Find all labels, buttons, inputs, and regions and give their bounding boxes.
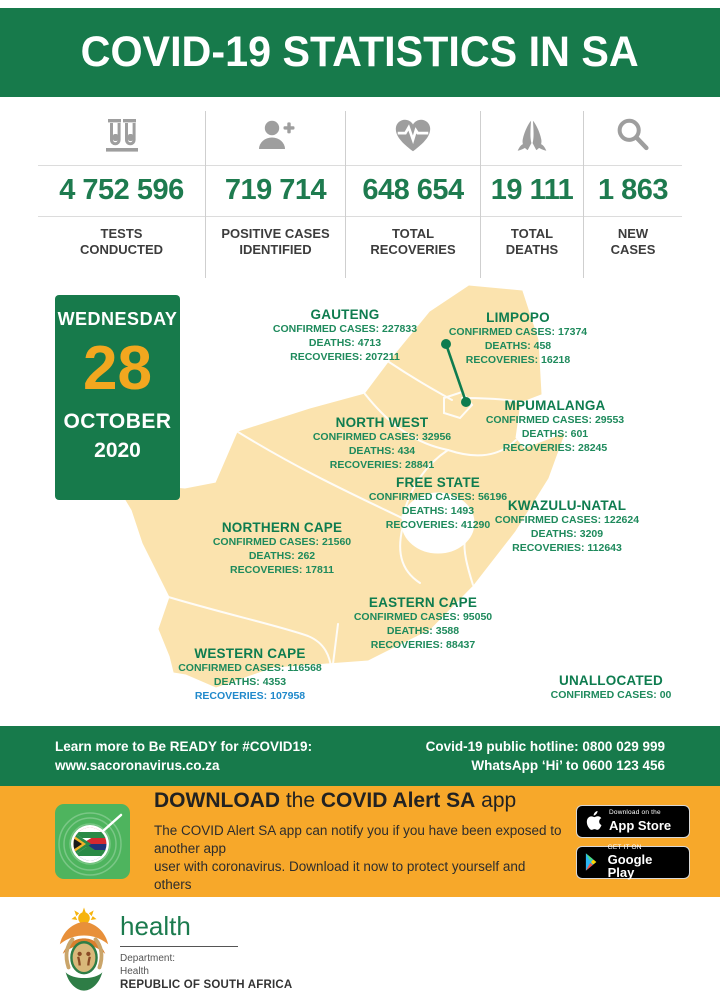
province-label-north-west: NORTH WEST CONFIRMED CASES: 32956 DEATHS: 434 RECOVERIES: 28841 <box>312 415 452 471</box>
total-recoveries-label: TOTAL RECOVERIES <box>370 226 456 257</box>
stat-tests-conducted <box>38 111 205 278</box>
province-label-western-cape: WESTERN CAPE CONFIRMED CASES: 116568 DEATHS: 4353 RECOVERIES: 107958 <box>178 646 322 702</box>
app-download-banner <box>0 786 720 897</box>
coat-of-arms-icon <box>55 905 113 995</box>
praying-hands-icon <box>510 111 554 161</box>
test-tubes-icon <box>99 111 145 161</box>
google-play-badge[interactable]: GET IT ON Google Play <box>576 846 690 879</box>
app-banner-description: The COVID Alert SA app can notify you if you have been exposed to another app user with coronavirus. Download it now to protect yourself and others <box>154 823 562 892</box>
heart-pulse-icon <box>391 111 435 161</box>
google-play-triangle-icon <box>585 853 601 871</box>
stat-new-cases <box>583 111 682 278</box>
date-year: 2020 <box>94 439 141 462</box>
stat-positive-cases <box>205 111 345 278</box>
top-margin <box>0 0 720 8</box>
department-line2: Health <box>120 966 149 977</box>
summary-stats <box>38 97 682 278</box>
hotline-left <box>55 737 312 775</box>
date-day: 28 <box>83 334 152 403</box>
total-recoveries-value: 648 654 <box>346 165 480 217</box>
total-deaths-label: TOTAL DEATHS <box>505 226 559 257</box>
tests-conducted-value: 4 752 596 <box>38 165 205 217</box>
app-banner-text <box>154 789 566 894</box>
total-deaths-value: 19 111 <box>481 165 583 217</box>
department-line1: Department: <box>120 953 176 964</box>
gov-footer-text <box>120 911 380 991</box>
store-badges <box>576 805 690 879</box>
page-title: COVID-19 STATISTICS IN SA <box>80 28 640 76</box>
south-africa-map-section <box>0 278 720 726</box>
country-name: REPUBLIC OF SOUTH AFRICA <box>120 979 293 991</box>
province-label-unallocated: UNALLOCATED CONFIRMED CASES: 00 <box>550 673 672 701</box>
header-banner <box>0 8 720 97</box>
ready-text: Learn more to Be READY for #COVID19: <box>55 739 313 754</box>
positive-cases-label: POSITIVE CASES IDENTIFIED <box>221 226 330 257</box>
province-label-northern-cape: NORTHERN CAPE CONFIRMED CASES: 21560 DEATHS: 262 RECOVERIES: 17811 <box>212 520 352 576</box>
government-footer <box>0 897 720 1007</box>
health-brand: health <box>120 911 191 941</box>
date-weekday: WEDNESDAY <box>57 309 178 329</box>
stat-total-deaths <box>480 111 583 278</box>
province-label-free-state: FREE STATE CONFIRMED CASES: 56196 DEATHS: 1493 RECOVERIES: 41290 <box>368 475 508 531</box>
stat-total-recoveries <box>345 111 480 278</box>
app-banner-title: DOWNLOAD the COVID Alert SA app <box>154 789 517 812</box>
date-month: OCTOBER <box>63 410 172 433</box>
date-box <box>55 295 180 500</box>
brand-rule <box>120 946 238 947</box>
new-cases-value: 1 863 <box>584 165 682 217</box>
province-label-gauteng: GAUTENG CONFIRMED CASES: 227833 DEATHS: 4713 RECOVERIES: 207211 <box>272 307 418 363</box>
website-link[interactable]: www.sacoronavirus.co.za <box>55 758 220 773</box>
province-label-kwazulu-natal: KWAZULU-NATAL CONFIRMED CASES: 122624 DEATHS: 3209 RECOVERIES: 112643 <box>494 498 640 554</box>
public-hotline-number: Covid-19 public hotline: 0800 029 999 <box>425 739 665 754</box>
province-label-mpumalanga: MPUMALANGA CONFIRMED CASES: 29553 DEATHS: 601 RECOVERIES: 28245 <box>485 398 625 454</box>
person-plus-icon <box>253 111 299 161</box>
covid-alert-app-icon <box>55 804 130 879</box>
app-store-badge[interactable]: Download on the App Store <box>576 805 690 838</box>
new-cases-label: NEW CASES <box>610 226 656 257</box>
province-label-limpopo: LIMPOPO CONFIRMED CASES: 17374 DEATHS: 458 RECOVERIES: 16218 <box>448 310 588 366</box>
positive-cases-value: 719 714 <box>206 165 345 217</box>
magnifier-icon <box>611 111 655 161</box>
hotline-right <box>426 737 665 775</box>
apple-logo-icon <box>585 811 602 831</box>
province-label-eastern-cape: EASTERN CAPE CONFIRMED CASES: 95050 DEATHS: 3588 RECOVERIES: 88437 <box>353 595 493 651</box>
tests-conducted-label: TESTS CONDUCTED <box>79 226 164 257</box>
hotline-bar <box>0 726 720 786</box>
whatsapp-number: WhatsApp ‘Hi’ to 0600 123 456 <box>471 758 665 773</box>
